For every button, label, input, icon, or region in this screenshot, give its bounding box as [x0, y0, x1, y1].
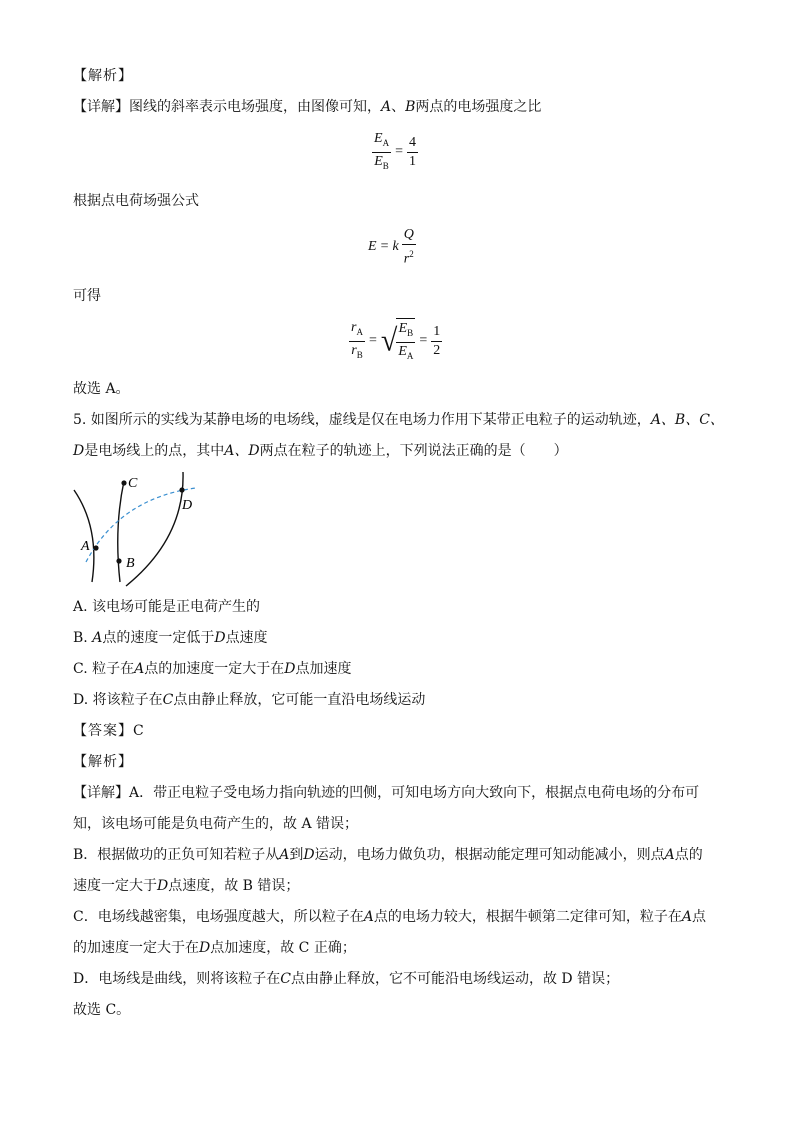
point-c: [121, 480, 126, 485]
point-b: [116, 558, 121, 563]
var-a: A: [681, 909, 692, 925]
e-symbol: E: [398, 321, 408, 336]
detail-text: 点的电场力较大，根据牛顿第二定律可知，粒子在: [373, 909, 682, 925]
detail-text: 点加速度，故 C 正确；: [210, 940, 356, 956]
fraction-ea-eb: [372, 130, 391, 175]
var-d: D: [199, 940, 211, 956]
option-text: 点的速度一定低于: [102, 630, 215, 646]
k-symbol: k: [392, 239, 399, 255]
subscript: B: [382, 160, 389, 171]
equals: =: [419, 333, 428, 349]
var-d: D: [303, 847, 315, 863]
fraction-q-r2: [402, 226, 416, 269]
question5-line2: [73, 441, 568, 461]
superscript: 2: [409, 249, 414, 259]
detail-a-line1: [73, 783, 699, 803]
option-b: [73, 628, 268, 648]
var-d: D: [284, 661, 296, 677]
label-a: A: [81, 539, 90, 554]
var-a: A: [381, 99, 392, 115]
field-line-a: [74, 490, 94, 582]
detail-b-line2: [73, 876, 299, 896]
r-symbol: r: [351, 342, 357, 358]
subscript: A: [406, 350, 414, 361]
e-symbol: E: [398, 343, 407, 359]
analysis-tag-1: 【解析】: [73, 68, 133, 84]
denominator: 2: [433, 342, 441, 358]
equals: =: [368, 333, 377, 349]
var-a: A: [279, 847, 290, 863]
detail-b-line1: [73, 845, 703, 865]
subscript: A: [382, 137, 390, 148]
square-root: √ $\frac{E_B}{E_A}$: [381, 318, 416, 365]
analysis-tag-2: 【解析】: [73, 754, 133, 770]
detail-text: C．电场线越密集，电场强度越大，所以粒子在: [73, 909, 364, 925]
point-a: [93, 545, 98, 550]
q-symbol: Q: [403, 227, 414, 242]
sep: 、: [391, 99, 406, 115]
detail-text: 的加速度一定大于在: [73, 940, 199, 956]
detail-tail: 两点的电场强度之比: [415, 99, 542, 115]
option-a: A. 该电场可能是正电荷产生的: [73, 599, 261, 615]
fraction-ra-rb: [349, 319, 365, 364]
var-d: D: [73, 443, 85, 459]
point-d: [179, 487, 184, 492]
equals: =: [395, 144, 403, 160]
formula-ratio: [372, 130, 418, 175]
trajectory-dashed: [86, 488, 196, 562]
q5-vars: A、B、C、: [650, 412, 724, 428]
e-symbol: E: [374, 131, 383, 146]
option-prefix: B.: [73, 630, 93, 646]
var-a: A: [664, 847, 675, 863]
detail-text: 点的: [674, 847, 703, 863]
denominator: 1: [408, 153, 416, 169]
detail-line-1: [73, 97, 541, 117]
var-a: A: [363, 909, 374, 925]
label-d: D: [182, 498, 193, 513]
e-symbol: E: [368, 239, 377, 255]
label-c: C: [128, 476, 138, 491]
fraction-4-1: [407, 134, 418, 171]
detail-tag: 【详解】: [73, 99, 129, 115]
detail-text: 点由静止释放，它不可能沿电场线运动，故 D 错误；: [290, 971, 620, 987]
field-line-b: [118, 481, 124, 582]
subscript: B: [356, 349, 363, 360]
var-c: C: [280, 971, 291, 987]
r-symbol: r: [351, 320, 357, 335]
fraction-1-2: [431, 323, 442, 360]
q5-text: 是电场线上的点，其中: [84, 443, 225, 459]
detail-text: 点: [691, 909, 706, 925]
option-text: 点由静止释放，它可能一直沿电场线运动: [173, 692, 426, 708]
detail-text: 运动，电场力做负功，根据动能定理可知动能减小，则点: [314, 847, 665, 863]
text-coulomb: 根据点电荷场强公式: [73, 193, 199, 209]
option-prefix: D. 将该粒子在: [73, 692, 163, 708]
fraction-eb-ea: [396, 320, 415, 365]
subscript: B: [407, 327, 414, 338]
detail-d-line1: [73, 969, 619, 989]
detail-text: 到: [289, 847, 304, 863]
answer-tag: 【答案】: [73, 723, 133, 739]
numerator: 4: [408, 134, 416, 150]
label-b: B: [126, 556, 135, 571]
option-text: 点加速度: [295, 661, 352, 677]
equals: =: [380, 239, 389, 255]
option-prefix: C. 粒子在: [73, 661, 135, 677]
answer-value: C: [133, 723, 144, 739]
e-symbol: E: [374, 153, 383, 169]
var-b: B: [405, 99, 416, 115]
numerator: 1: [433, 323, 441, 339]
option-c: [73, 659, 351, 679]
formula-coulomb: [368, 226, 416, 269]
r-symbol: r: [403, 251, 410, 267]
var-a: A: [134, 661, 145, 677]
formula-distance-ratio: [349, 318, 442, 365]
question5-line1: [73, 410, 724, 430]
option-text: 点的加速度一定大于在: [144, 661, 285, 677]
detail-c-line1: [73, 907, 706, 927]
detail-text: 图线的斜率表示电场强度，由图像可知，: [129, 99, 381, 115]
subscript: A: [356, 326, 363, 337]
var-a: A: [92, 630, 103, 646]
detail-text: A．带正电粒子受电场力指向轨迹的凹侧，可知电场方向大致向下，根据点电荷电场的分布可: [129, 785, 700, 801]
var-d: D: [214, 630, 226, 646]
detail-text: D．电场线是曲线，则将该粒子在: [73, 971, 281, 987]
conclusion-1: 故选 A。: [73, 381, 130, 397]
answer-line: [73, 721, 144, 741]
q5-text: 两点在粒子的轨迹上，下列说法正确的是（ ）: [259, 443, 568, 459]
text-result: 可得: [73, 288, 101, 304]
var-ad: A、D: [224, 443, 260, 459]
detail-text: 点速度，故 B 错误；: [168, 878, 300, 894]
q5-text: 5. 如图所示的实线为某静电场的电场线，虚线是仅在电场力作用下某带正电粒子的运动轨迹，: [73, 412, 651, 428]
detail-tag: 【详解】: [73, 785, 129, 801]
field-lines-figure: [70, 468, 230, 590]
conclusion-2: 故选 C。: [73, 1002, 131, 1018]
var-d: D: [157, 878, 169, 894]
option-d: [73, 690, 425, 710]
detail-c-line2: [73, 938, 356, 958]
var-c: C: [162, 692, 174, 708]
option-text: 点速度: [225, 630, 268, 646]
detail-a-line2: 知，该电场可能是负电荷产生的，故 A 错误；: [73, 816, 359, 832]
detail-text: B．根据做功的正负可知若粒子从: [73, 847, 280, 863]
detail-text: 速度一定大于: [73, 878, 157, 894]
